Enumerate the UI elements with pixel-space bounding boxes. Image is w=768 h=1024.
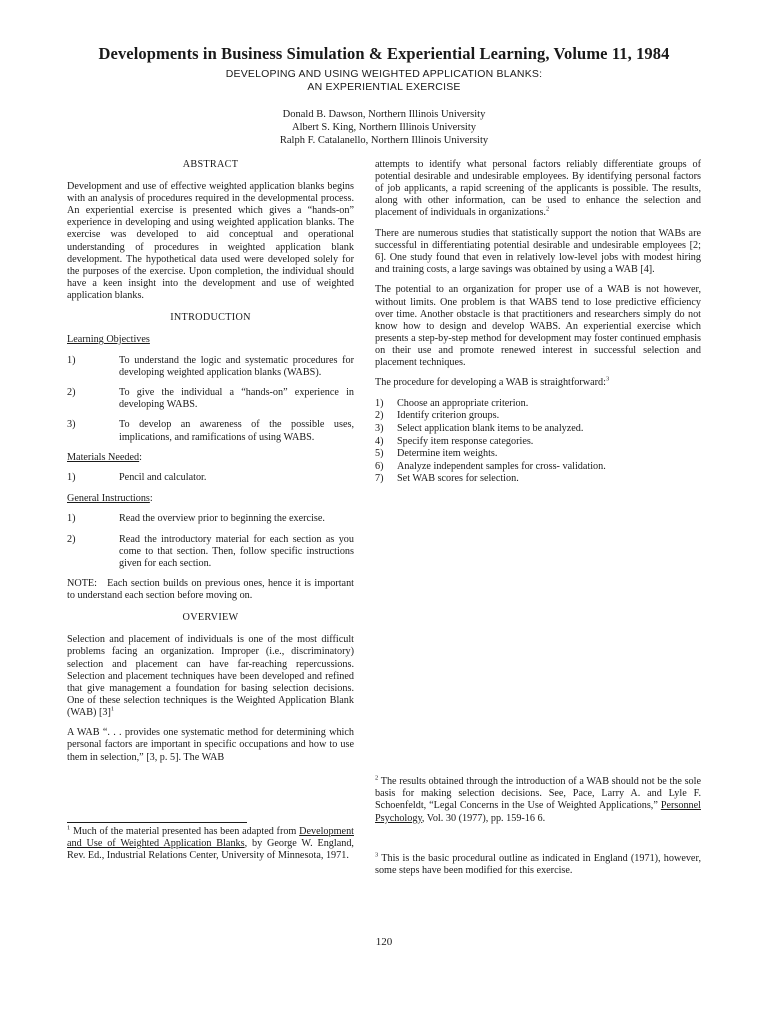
right-paragraph-4: The procedure for developing a WAB is straightforward:$^3$ (375, 376, 610, 389)
journal-header: Developments in Business Simulation & Experiential Learning, Volume 11, 1984 (98, 44, 670, 63)
footnote-3: $^3$ This is the basic procedural outline as indicated in England (1971), however, some steps have been modified for this exercise. (375, 851, 701, 877)
material-item: 1) Pencil and calculator. (67, 472, 207, 484)
footnote-2: $^2$ The results obtained through the introduction of a WAB should not be the sole basis for making selection decisions. See, Pace, Larry A. and Lyle F. Schoenfeldt, “Legal Concerns in the Use of Weighted Applications,” Personnel Psychology, Vol. 30 (1977), pp. 159-16 6. (375, 774, 701, 824)
right-paragraph-1: attempts to identify what personal factors reliably differentiate groups of potential desirable and undesirable employees. By identifying personal factors of job applicants, a rapid screening of the applicants is possible. The results, along with other information, can be used to enhance the selection and placement of individuals in organizations.$^2$ (375, 159, 701, 219)
objective-item: 3) To develop an awareness of the possible uses, implications, and ramifications of using WABS. (67, 419, 354, 443)
objective-item: 1) To understand the logic and systematic procedures for developing weighted application blanks (WABS). (67, 354, 354, 378)
note-text: NOTE: Each section builds on previous ones, hence it is important to understand each section before moving on. (67, 578, 357, 602)
right-paragraph-2: There are numerous studies that statistically support the notion that WABs are successful in differentiating potential desirable and undesirable employees [2; 6]. One study found that even in relatively low-level jobs with modest hiring and training costs, a large savings was obtained by using a WAB [4]. (375, 227, 701, 276)
author-3: Ralph F. Catalanello, Northern Illinois University (279, 135, 489, 146)
right-paragraph-3: The potential to an organization for proper use of a WAB is not however, without limits. One problem is that WABS tend to lose predictive efficiency over time. Another obstacle is that practitioners and researchers simply do not know how to design and develop WABS. An experiential exercise which presents a step-by-step method for development may foster continued emphasis on their use and promote renewed interest in successful selection and placement techniques. (375, 284, 701, 368)
wab-text: A WAB “. . . provides one systematic method for determining which personal factors are important in specific occupations and how to use them in selection,” [3, p. 5]. The WAB (67, 727, 354, 763)
page-number: 120 (375, 936, 393, 948)
left-column (67, 159, 357, 772)
abstract-heading: ABSTRACT (182, 159, 239, 170)
footnote-1: $^1$ Much of the material presented has been adapted from Development and Use of Weighted Application Blanks, by George W. England, Rev. Ed., Industrial Relations Center, University of Minnesota, 1971. (67, 824, 354, 862)
introduction-heading: INTRODUCTION (170, 312, 251, 324)
materials-heading: Materials Needed: (67, 451, 142, 463)
right-column (375, 159, 701, 494)
author-1: Donald B. Dawson, Northern Illinois University (282, 109, 486, 120)
procedure-step: 4) Specify item response categories. (375, 435, 534, 447)
objective-item: 2) To give the individual a “hands-on” experience in developing WABS. (67, 387, 354, 411)
instruction-item: 1) Read the overview prior to beginning the exercise. (67, 513, 325, 525)
learning-objectives-heading: Learning Objectives (67, 334, 150, 346)
procedure-step: 5) Determine item weights. (375, 448, 498, 460)
overview-heading: OVERVIEW (182, 612, 239, 624)
procedure-step: 2) Identify criterion groups. (375, 410, 500, 422)
footnote-rule (67, 822, 247, 823)
paper-title-line-2: AN EXPERIENTIAL EXERCISE (307, 81, 461, 93)
procedure-step: 3) Select application blank items to be analyzed. (375, 422, 584, 434)
procedure-step: 1) Choose an appropriate criterion. (375, 397, 529, 409)
procedure-step: 6) Analyze independent samples for cross- validation. (375, 460, 606, 472)
abstract-text: Development and use of effective weighted application blanks begins with an analysis of procedures required in the developmental process. An experiential exercise is presented which gives a “hands-on” experience in developing and using weighted application blanks. The exercise was developed to aid conceptual and operational understanding of procedures in weighted application blank development. The hypothetical data used were developed solely for the purposes of the exercise. Upon completion, the individual should have a keen insight into the development and use of weighted application blanks. (67, 181, 354, 301)
general-instructions-heading: General Instructions: (67, 492, 153, 504)
procedure-step: 7) Set WAB scores for selection. (375, 473, 519, 485)
procedure-list (375, 398, 701, 486)
overview-text: Selection and placement of individuals is one of the most difficult problems facing an organization. Improper (i.e., discriminatory) selection and placement can have far-reaching repercussions. Selection and placement techniques have been developed and refined that give management a foundation for basing selection decisions. One of these selection techniques is the Weighted Application Blank (WAB) $[3]^1$ (67, 634, 354, 718)
paper-title-line-1: DEVELOPING AND USING WEIGHTED APPLICATION BLANKS: (225, 68, 543, 80)
author-2: Albert S. King, Northern Illinois University (291, 122, 477, 133)
instruction-item: 2) Read the introductory material for each section as you come to that section. Then, follow specific instructions given for each section. (67, 533, 354, 569)
